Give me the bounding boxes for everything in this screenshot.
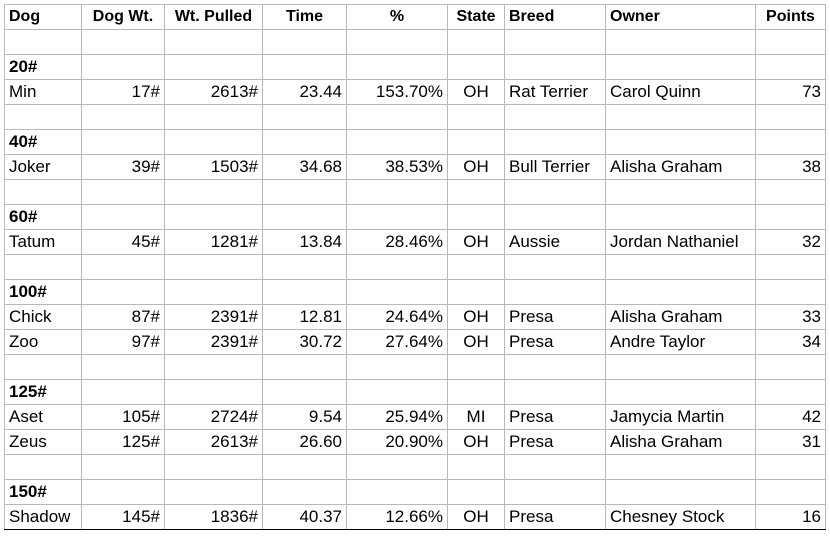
cell-percent: 38.53% [347,155,448,180]
empty-cell [82,205,165,230]
empty-cell [505,205,606,230]
cell-dog: Joker [5,155,82,180]
weight-class-label: 20# [5,55,82,80]
empty-cell [606,355,756,380]
empty-cell [347,255,448,280]
empty-cell [347,180,448,205]
empty-cell [165,455,263,480]
cell-breed: Presa [505,505,606,530]
empty-cell [448,55,505,80]
empty-cell [756,205,826,230]
empty-cell [505,480,606,505]
empty-cell [263,180,347,205]
header-dog-weight: Dog Wt. [82,5,165,30]
empty-cell [756,455,826,480]
empty-cell [263,205,347,230]
cell-time: 12.81 [263,305,347,330]
cell-points: 16 [756,505,826,530]
empty-cell [448,380,505,405]
table-row [5,405,826,430]
empty-cell [756,380,826,405]
cell-weight-pulled: 2613# [165,80,263,105]
empty-cell [606,480,756,505]
empty-cell [165,105,263,130]
empty-cell [505,380,606,405]
empty-cell [448,205,505,230]
cell-percent: 27.64% [347,330,448,355]
empty-cell [263,280,347,305]
empty-cell [263,480,347,505]
empty-cell [82,455,165,480]
weight-class-label: 40# [5,130,82,155]
empty-cell [347,455,448,480]
weight-class-row [5,380,826,405]
table-body [5,30,826,530]
empty-cell [606,180,756,205]
header-owner: Owner [606,5,756,30]
cell-time: 13.84 [263,230,347,255]
cell-time: 9.54 [263,405,347,430]
empty-cell [347,205,448,230]
empty-cell [448,105,505,130]
cell-dog: Tatum [5,230,82,255]
cell-percent: 153.70% [347,80,448,105]
header-dog: Dog [5,5,82,30]
table-row [5,80,826,105]
cell-dog-weight: 17# [82,80,165,105]
cell-breed: Presa [505,305,606,330]
empty-cell [448,280,505,305]
cell-state: MI [448,405,505,430]
empty-cell [347,130,448,155]
empty-cell [448,455,505,480]
empty-cell [606,30,756,55]
cell-time: 26.60 [263,430,347,455]
empty-cell [606,130,756,155]
empty-cell [756,280,826,305]
empty-cell [5,455,82,480]
empty-cell [606,255,756,280]
cell-state: OH [448,430,505,455]
empty-cell [448,30,505,55]
empty-cell [606,55,756,80]
empty-cell [505,280,606,305]
empty-cell [263,130,347,155]
empty-cell [165,280,263,305]
header-row [5,5,826,30]
cell-breed: Presa [505,330,606,355]
empty-cell [263,380,347,405]
cell-dog-weight: 45# [82,230,165,255]
cell-dog-weight: 87# [82,305,165,330]
cell-breed: Presa [505,405,606,430]
spacer-row [5,255,826,280]
empty-cell [165,380,263,405]
empty-cell [505,180,606,205]
table-row [5,230,826,255]
empty-cell [505,30,606,55]
empty-cell [756,180,826,205]
spacer-row [5,355,826,380]
table-row [5,505,826,530]
cell-breed: Aussie [505,230,606,255]
results-table [4,4,826,530]
cell-state: OH [448,230,505,255]
spacer-row [5,105,826,130]
cell-dog-weight: 39# [82,155,165,180]
empty-cell [448,480,505,505]
cell-points: 38 [756,155,826,180]
empty-cell [505,105,606,130]
header-weight-pulled: Wt. Pulled [165,5,263,30]
cell-percent: 28.46% [347,230,448,255]
empty-cell [505,455,606,480]
cell-dog-weight: 105# [82,405,165,430]
table-row [5,305,826,330]
empty-cell [165,55,263,80]
empty-cell [82,380,165,405]
empty-cell [756,30,826,55]
empty-cell [756,355,826,380]
empty-cell [82,480,165,505]
cell-dog-weight: 125# [82,430,165,455]
cell-owner: Jamycia Martin [606,405,756,430]
cell-dog: Zeus [5,430,82,455]
empty-cell [82,280,165,305]
empty-cell [756,480,826,505]
empty-cell [606,280,756,305]
weight-class-row [5,280,826,305]
table-row [5,155,826,180]
empty-cell [347,55,448,80]
cell-weight-pulled: 1281# [165,230,263,255]
cell-time: 23.44 [263,80,347,105]
empty-cell [347,105,448,130]
cell-points: 73 [756,80,826,105]
weight-class-row [5,205,826,230]
cell-weight-pulled: 2613# [165,430,263,455]
empty-cell [82,130,165,155]
cell-points: 34 [756,330,826,355]
empty-cell [756,130,826,155]
weight-class-label: 125# [5,380,82,405]
empty-cell [165,480,263,505]
weight-class-row [5,130,826,155]
empty-cell [606,455,756,480]
empty-cell [165,130,263,155]
empty-cell [82,105,165,130]
header-percent: % [347,5,448,30]
cell-percent: 25.94% [347,405,448,430]
cell-percent: 24.64% [347,305,448,330]
cell-time: 40.37 [263,505,347,530]
empty-cell [5,180,82,205]
spacer-row [5,30,826,55]
empty-cell [165,180,263,205]
empty-cell [165,355,263,380]
cell-points: 42 [756,405,826,430]
cell-owner: Alisha Graham [606,430,756,455]
empty-cell [347,480,448,505]
empty-cell [263,455,347,480]
empty-cell [82,30,165,55]
cell-dog: Aset [5,405,82,430]
cell-time: 34.68 [263,155,347,180]
empty-cell [505,130,606,155]
empty-cell [165,30,263,55]
cell-percent: 12.66% [347,505,448,530]
header-breed: Breed [505,5,606,30]
empty-cell [5,355,82,380]
cell-percent: 20.90% [347,430,448,455]
cell-state: OH [448,330,505,355]
empty-cell [82,55,165,80]
cell-weight-pulled: 2391# [165,330,263,355]
cell-breed: Rat Terrier [505,80,606,105]
empty-cell [448,130,505,155]
cell-points: 32 [756,230,826,255]
spacer-row [5,180,826,205]
cell-owner: Chesney Stock [606,505,756,530]
empty-cell [82,255,165,280]
cell-weight-pulled: 2391# [165,305,263,330]
empty-cell [5,30,82,55]
cell-dog: Zoo [5,330,82,355]
empty-cell [606,205,756,230]
header-points: Points [756,5,826,30]
cell-weight-pulled: 2724# [165,405,263,430]
empty-cell [5,255,82,280]
empty-cell [347,30,448,55]
empty-cell [82,355,165,380]
empty-cell [756,55,826,80]
table-row [5,330,826,355]
empty-cell [505,55,606,80]
table-row [5,430,826,455]
cell-owner: Alisha Graham [606,305,756,330]
cell-owner: Jordan Nathaniel [606,230,756,255]
empty-cell [756,105,826,130]
cell-state: OH [448,305,505,330]
weight-class-label: 150# [5,480,82,505]
cell-points: 33 [756,305,826,330]
empty-cell [347,355,448,380]
empty-cell [263,30,347,55]
cell-dog-weight: 145# [82,505,165,530]
cell-owner: Andre Taylor [606,330,756,355]
empty-cell [448,355,505,380]
cell-time: 30.72 [263,330,347,355]
header-time: Time [263,5,347,30]
cell-breed: Bull Terrier [505,155,606,180]
cell-owner: Carol Quinn [606,80,756,105]
weight-class-row [5,480,826,505]
empty-cell [82,180,165,205]
empty-cell [165,205,263,230]
cell-points: 31 [756,430,826,455]
empty-cell [5,105,82,130]
cell-breed: Presa [505,430,606,455]
cell-dog-weight: 97# [82,330,165,355]
cell-dog: Min [5,80,82,105]
empty-cell [263,105,347,130]
spacer-row [5,455,826,480]
empty-cell [505,355,606,380]
empty-cell [263,255,347,280]
empty-cell [448,180,505,205]
empty-cell [165,255,263,280]
empty-cell [606,105,756,130]
cell-state: OH [448,155,505,180]
weight-class-label: 100# [5,280,82,305]
weight-class-row [5,55,826,80]
cell-dog: Chick [5,305,82,330]
cell-weight-pulled: 1836# [165,505,263,530]
cell-state: OH [448,505,505,530]
empty-cell [263,355,347,380]
cell-dog: Shadow [5,505,82,530]
empty-cell [263,55,347,80]
header-state: State [448,5,505,30]
empty-cell [505,255,606,280]
cell-state: OH [448,80,505,105]
empty-cell [347,280,448,305]
empty-cell [606,380,756,405]
empty-cell [448,255,505,280]
cell-weight-pulled: 1503# [165,155,263,180]
cell-owner: Alisha Graham [606,155,756,180]
empty-cell [347,380,448,405]
empty-cell [756,255,826,280]
weight-class-label: 60# [5,205,82,230]
